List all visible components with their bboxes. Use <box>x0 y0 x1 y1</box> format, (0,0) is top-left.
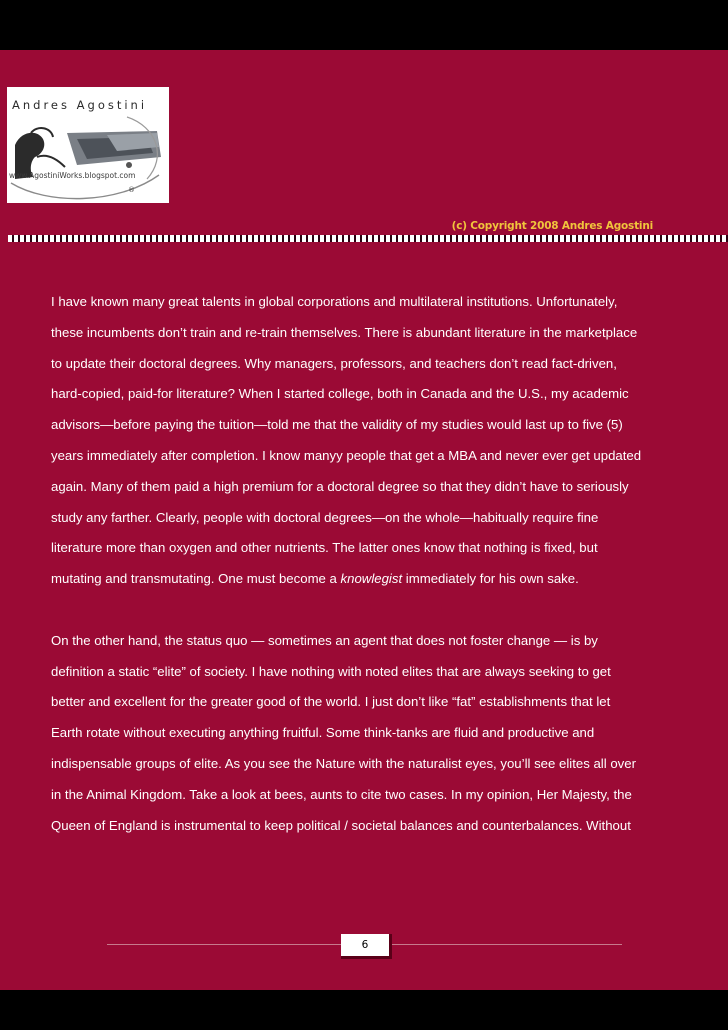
paragraph-gap <box>51 595 711 626</box>
logo <box>7 87 169 203</box>
text-line: in the Animal Kingdom. Take a look at bees, aunts to cite two cases. In my opinion, Her Majesty, the <box>51 786 632 802</box>
text-line: Earth rotate without executing anything fruitful. Some think-tanks are fluid and productive and <box>51 725 595 741</box>
text-line: better and excellent for the greater good of the world. I just don’t like “fat” establishments that let <box>51 694 611 710</box>
text-line: Queen of England is instrumental to keep political / societal balances and counterbalances. Without <box>51 817 631 833</box>
text-line: years immediately after completion. I know manyy people that get a MBA and never ever get updated <box>51 447 642 463</box>
text-fragment: mutating and transmutating. One must become a <box>51 571 341 587</box>
logo-title: Andres Agostini <box>12 98 148 112</box>
copyright-notice: (c) Copyright 2008 Andres Agostini <box>451 220 653 232</box>
registered-mark: ® <box>128 186 135 194</box>
logo-url: www.AgostiniWorks.blogspot.com <box>9 171 136 180</box>
text-line: indispensable groups of elite. As you see the Nature with the naturalist eyes, you’ll see elites all over <box>51 755 636 771</box>
text-line: to update their doctoral degrees. Why managers, professors, and teachers don’t read fact-driven, <box>51 355 617 371</box>
emphasized-word: knowlegist <box>340 571 403 587</box>
body-text <box>51 287 711 841</box>
text-fragment: immediately for his own sake. <box>402 571 579 587</box>
text-line <box>51 564 711 595</box>
text-line: advisors—before paying the tuition—told me that the validity of my studies would last up to five (5) <box>51 417 623 433</box>
text-line: again. Many of them paid a high premium for a doctoral degree so that they didn’t have to seriously <box>51 478 629 494</box>
text-line: I have known many great talents in global corporations and multilateral institutions. Unfortunately, <box>51 294 618 309</box>
text-line: study any farther. Clearly, people with doctoral degrees—on the whole—habitually require fine <box>51 509 599 525</box>
text-line: these incumbents don’t train and re-train themselves. There is abundant literature in the marketplace <box>51 324 638 340</box>
text-line: literature more than oxygen and other nutrients. The latter ones know that nothing is fixed, but <box>51 540 598 556</box>
header-divider <box>8 235 728 242</box>
text-line: definition a static “elite” of society. I have nothing with noted elites that are always seeking to get <box>51 663 611 679</box>
text-line: On the other hand, the status quo — sometimes an agent that does not foster change — is by <box>51 632 598 648</box>
page-number: 6 <box>341 934 392 959</box>
text-line: hard-copied, paid-for literature? When I started college, both in Canada and the U.S., my academic <box>51 386 629 402</box>
document-page <box>0 50 728 990</box>
